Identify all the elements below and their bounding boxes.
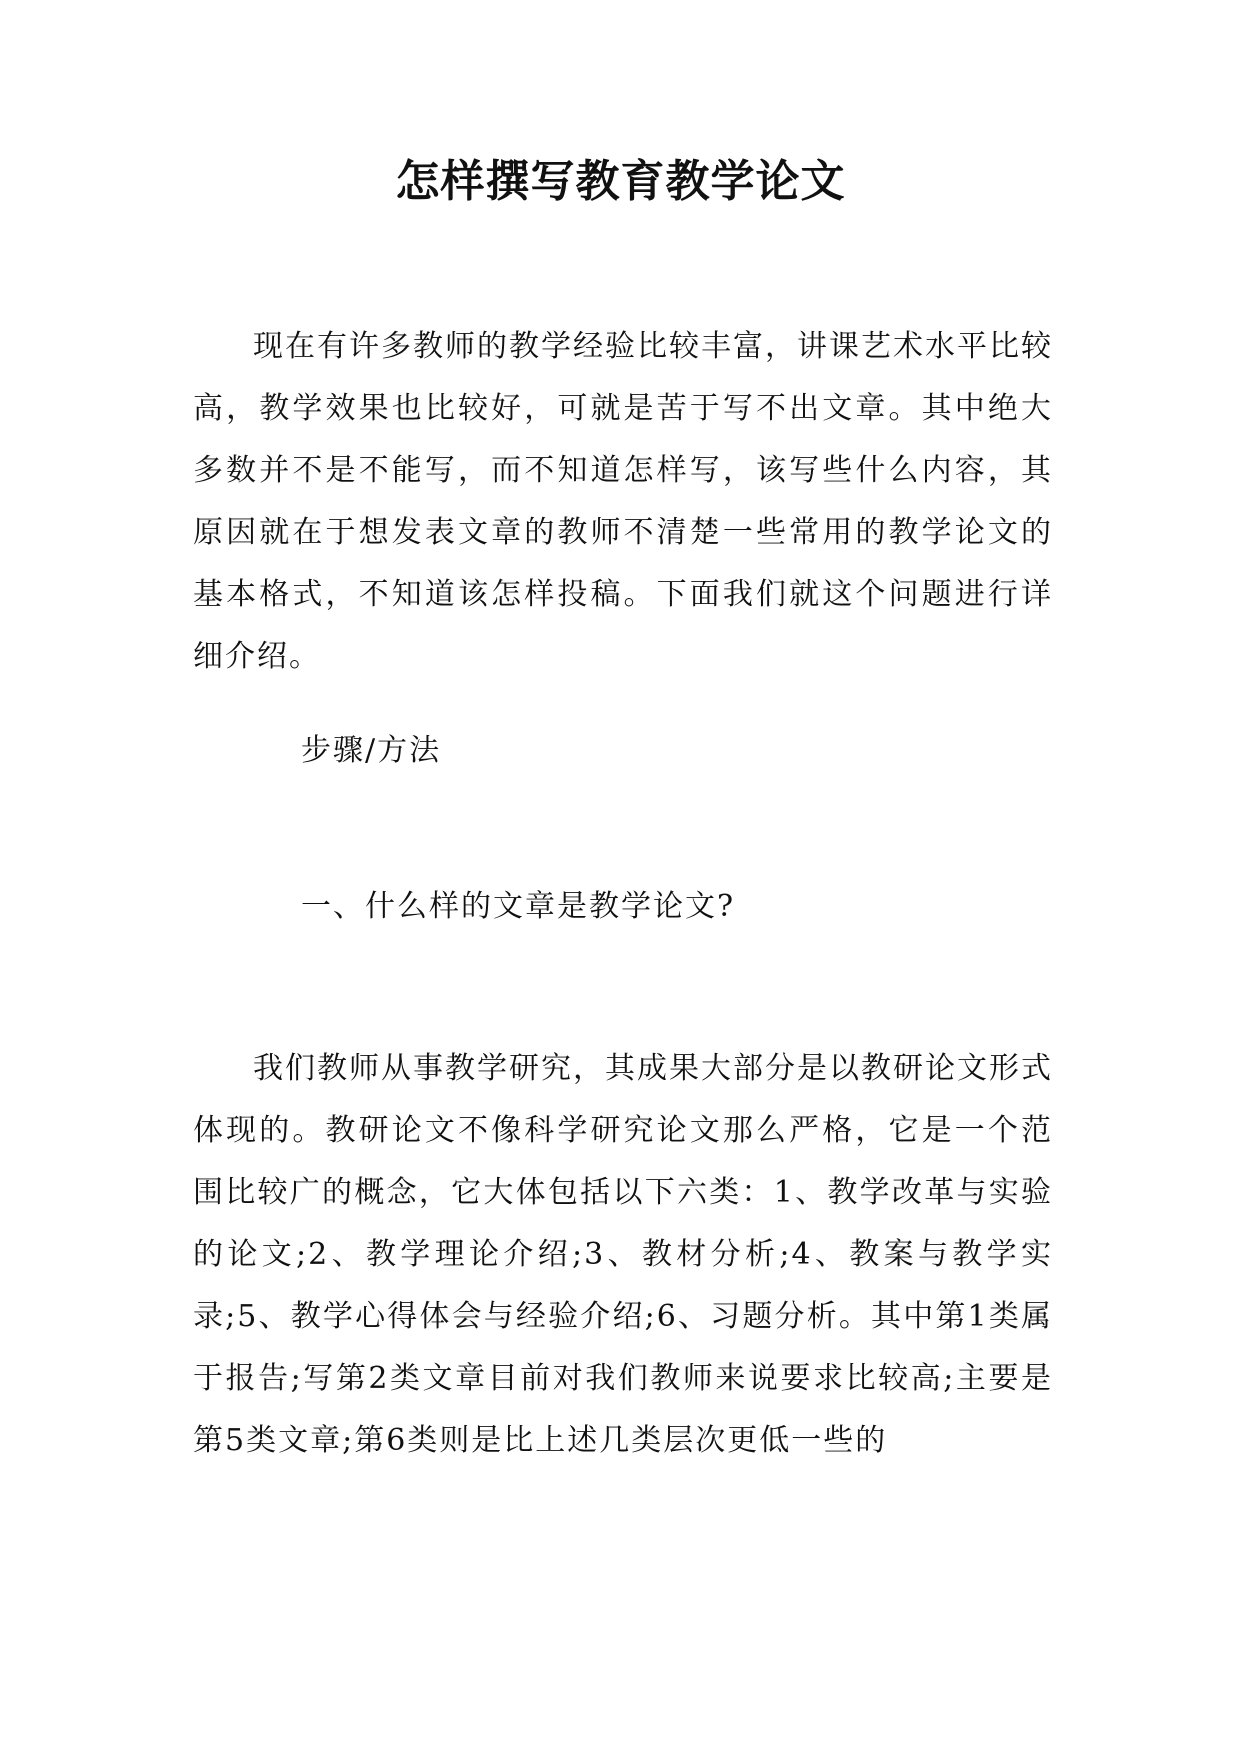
section-1-paragraph: 我们教师从事教学研究，其成果大部分是以教研论文形式体现的。教研论文不像科学研究论文那么严格，它是一个范围比较广的概念，它大体包括以下六类：1、教学改革与实验的论文;2、教学理论介绍;3、教材分析;4、教案与教学实录;5、教学心得体会与经验介绍;6、习题分析。其中第1类属于报告;写第2类文章目前对我们教师来说要求比较高;主要是第5类文章;第6类则是比上述几类层次更低一些的 (193, 1051, 1053, 1458)
intro-block (193, 316, 1053, 688)
intro-paragraph: 现在有许多教师的教学经验比较丰富，讲课艺术水平比较高，教学效果也比较好，可就是苦于写不出文章。其中绝大多数并不是不能写，而不知道怎样写，该写些什么内容，其原因就在于想发表文章的教师不清楚一些常用的教学论文的基本格式，不知道该怎样投稿。下面我们就这个问题进行详细介绍。 (193, 329, 1053, 674)
steps-heading: 步骤/方法 (301, 733, 442, 768)
document-title: 怎样撰写教育教学论文 (395, 156, 846, 207)
section-1-heading: 一、什么样的文章是教学论文? (301, 889, 736, 924)
section-1-block (193, 1038, 1053, 1472)
